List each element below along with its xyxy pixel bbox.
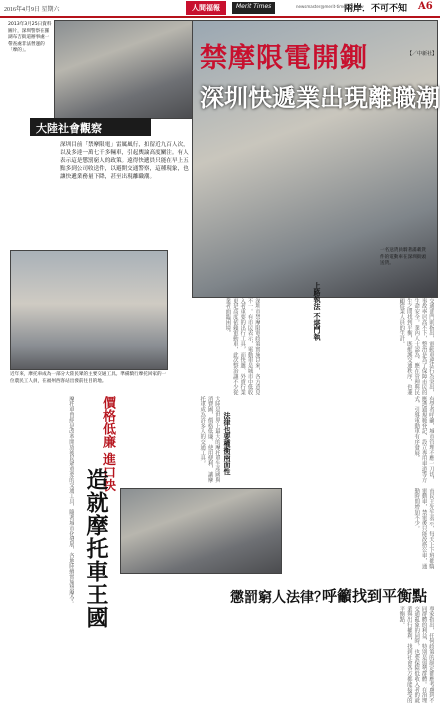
column-label: 大陸社會觀察 [30, 118, 151, 136]
contact-email: newsmaster@merit-times.com.tw [296, 4, 364, 9]
body-text-column: 大陸是世界上最大的摩托車生產國與消費國，價格低廉、使用便利，讓摩托車成為許多人的交通工具。 [199, 396, 220, 483]
vertical-headline-red: 價格低廉 進口快 [100, 396, 115, 492]
section-title: 兩岸．不可不知 [344, 4, 408, 14]
subheading: 法律也要權衡兩面性 [223, 412, 231, 475]
byline: 【／中新社】 [407, 51, 438, 57]
body-text-column: 市民王先生表示，每天上下班都騎電動車，禁電後只能改搭公車，通勤時間增加不少。 [413, 488, 434, 569]
police-photo [54, 20, 196, 119]
body-text-column: 有學者呼籲，城市管理不應一刀切，應透過規範登記、設立專用車道等方式，引導電動車有序發展。 [413, 396, 434, 483]
body-text-column: 專家指出，任何政策的制定都應考慮到不同群體的利益，特別是弱勢群體。在治理交通亂象的同時，也要保障低收入者的就業與出行權利，找到社會各方都能接受的平衡點。 [398, 606, 434, 704]
side-caption: 一名送貨員騎著滿載貨件的電動車在深圳街頭送貨。 [380, 248, 426, 266]
bottom-headline-right: 呼籲找到平衡點 [322, 587, 428, 605]
issue-date: 2016年4月9日 星期六 [4, 7, 60, 13]
body-text-column: 摩托車曾經是改革開放後民眾重要的交通工具，隨著城市化發展，各地陸續實施禁摩令。 [68, 396, 74, 607]
motorbike-photo [10, 250, 168, 370]
page-number: A6 [418, 1, 433, 12]
headline-secondary: 深圳快遞業出現離職潮 [200, 84, 440, 112]
newspaper-logo: 人間福報 [186, 1, 226, 15]
body-text-column: 交通部門則指出，電動車違法行為突出，事故率居高不下，整治是為了保障市民的生命安全。業內人士認為，應在管理與民生之間找到平衡，既維護交通秩序，也兼顧從業人員的生計。 [398, 298, 434, 396]
body-text-column: 深圳市禁摩限電政策實施以來，各方意見不一。有市民表示，電動車是城市中低收入者重要的出行工具，而快遞、外賣行業更是高度依賴電動車，此次整治讓不少從業者面臨困境。 [224, 298, 260, 396]
photo-caption: 近年來，摩托車成為一部分大陸民眾的主要交通工具。準備騎行摩托回家的一位農民工人員，在福州西客站出發前往目的地。 [10, 372, 167, 384]
headline-primary: 禁摩限電開鍘 [200, 43, 368, 74]
subheading: 上路執法 不堪鬥執 [313, 282, 321, 341]
vertical-headline-black: 造就摩托車王國 [83, 468, 108, 629]
bottom-headline-left: 懲罰窮人法律？ [230, 590, 328, 606]
newspaper-logo-english: Merit Times [232, 2, 275, 14]
lede-paragraph: 深圳目前「禁摩限電」雷厲風行，扣留近九百人次，以及多達一萬七千多輛車，引起輿論高度關注。有人表示這是懲罰窮人的政策。遠得快遞員只能在早上五點多到公司收送件，以避開交通警察，這種現象，也讓快遞業務量下降，甚至出現離職潮。 [60, 142, 189, 180]
street-photo [120, 488, 282, 574]
inset-caption: 2013年3月25日資料圖片，深圳警察在羅湖布吉街道辦事處一帶查處非法營運的「摩的」。 [8, 22, 52, 53]
